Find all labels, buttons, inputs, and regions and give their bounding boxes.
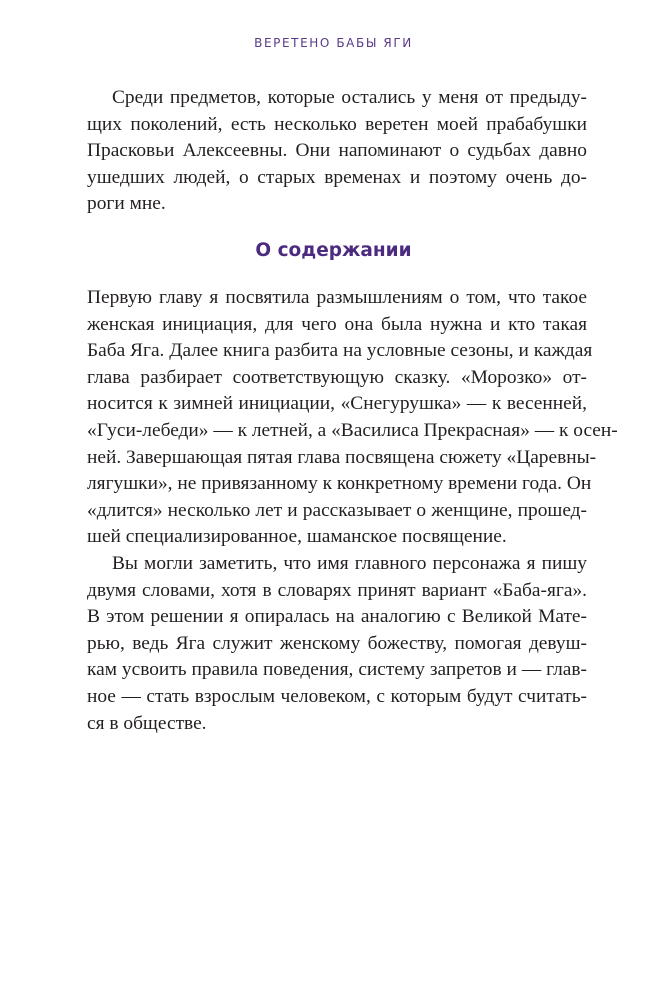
text-line: рью, ведь Яга служит женскому божеству, помогая девуш- [87, 632, 587, 654]
text-line: лягушки», не привязанному к конкретному времени года. Он [87, 473, 592, 495]
intro-paragraph [87, 85, 587, 218]
text-line: носится к зимней инициации, «Снегурушка» — к весенней, [87, 393, 587, 415]
text-line: Прасковьи Алексеевны. Они напоминают о судьбах давно [87, 140, 587, 162]
text-line: Вы могли заметить, что имя главного персонажа я пишу [112, 553, 587, 574]
content-paragraph-1 [87, 285, 618, 551]
text-line: щих поколений, есть несколько веретен моей прабабушки [87, 113, 587, 135]
running-header: ВЕРЕТЕНО БАБЫ ЯГИ [254, 36, 413, 50]
text-line: В этом решении я опиралась на аналогию с Великой Мате- [87, 606, 587, 628]
text-line: Среди предметов, которые остались у меня от предыду- [112, 87, 587, 108]
text-line: женская инициация, для чего она была нужна и кто такая [87, 313, 587, 335]
text-line: роги мне. [87, 193, 166, 215]
text-line: ся в обществе. [87, 712, 207, 734]
text-line: кам усвоить правила поведения, систему запретов и — глав- [87, 659, 587, 681]
text-line: «Гуси-лебеди» — к летней, а «Василиса Прекрасная» — к осен- [87, 419, 618, 441]
text-line: ней. Завершающая пятая глава посвящена сюжету «Царевны- [87, 446, 597, 468]
text-line: двумя словами, хотя в словарях принят вариант «Баба-яга». [87, 579, 587, 601]
text-line: Баба Яга. Далее книга разбита на условные сезоны, и каждая [87, 340, 593, 362]
text-line: ушедших людей, о старых временах и поэтому очень до- [87, 166, 587, 188]
text-line: глава разбирает соответствующую сказку. «Морозко» от- [87, 366, 587, 388]
text-line: шей специализированное, шаманское посвящение. [87, 526, 507, 548]
text-line: ное — стать взрослым человеком, с которым будут считать- [87, 685, 587, 707]
section-heading: О содержании [255, 240, 412, 261]
content-paragraph-2 [87, 551, 587, 737]
text-line: Первую главу я посвятила размышлениям о том, что такое [87, 287, 587, 308]
text-line: «длится» несколько лет и рассказывает о женщине, прошед- [87, 499, 587, 521]
